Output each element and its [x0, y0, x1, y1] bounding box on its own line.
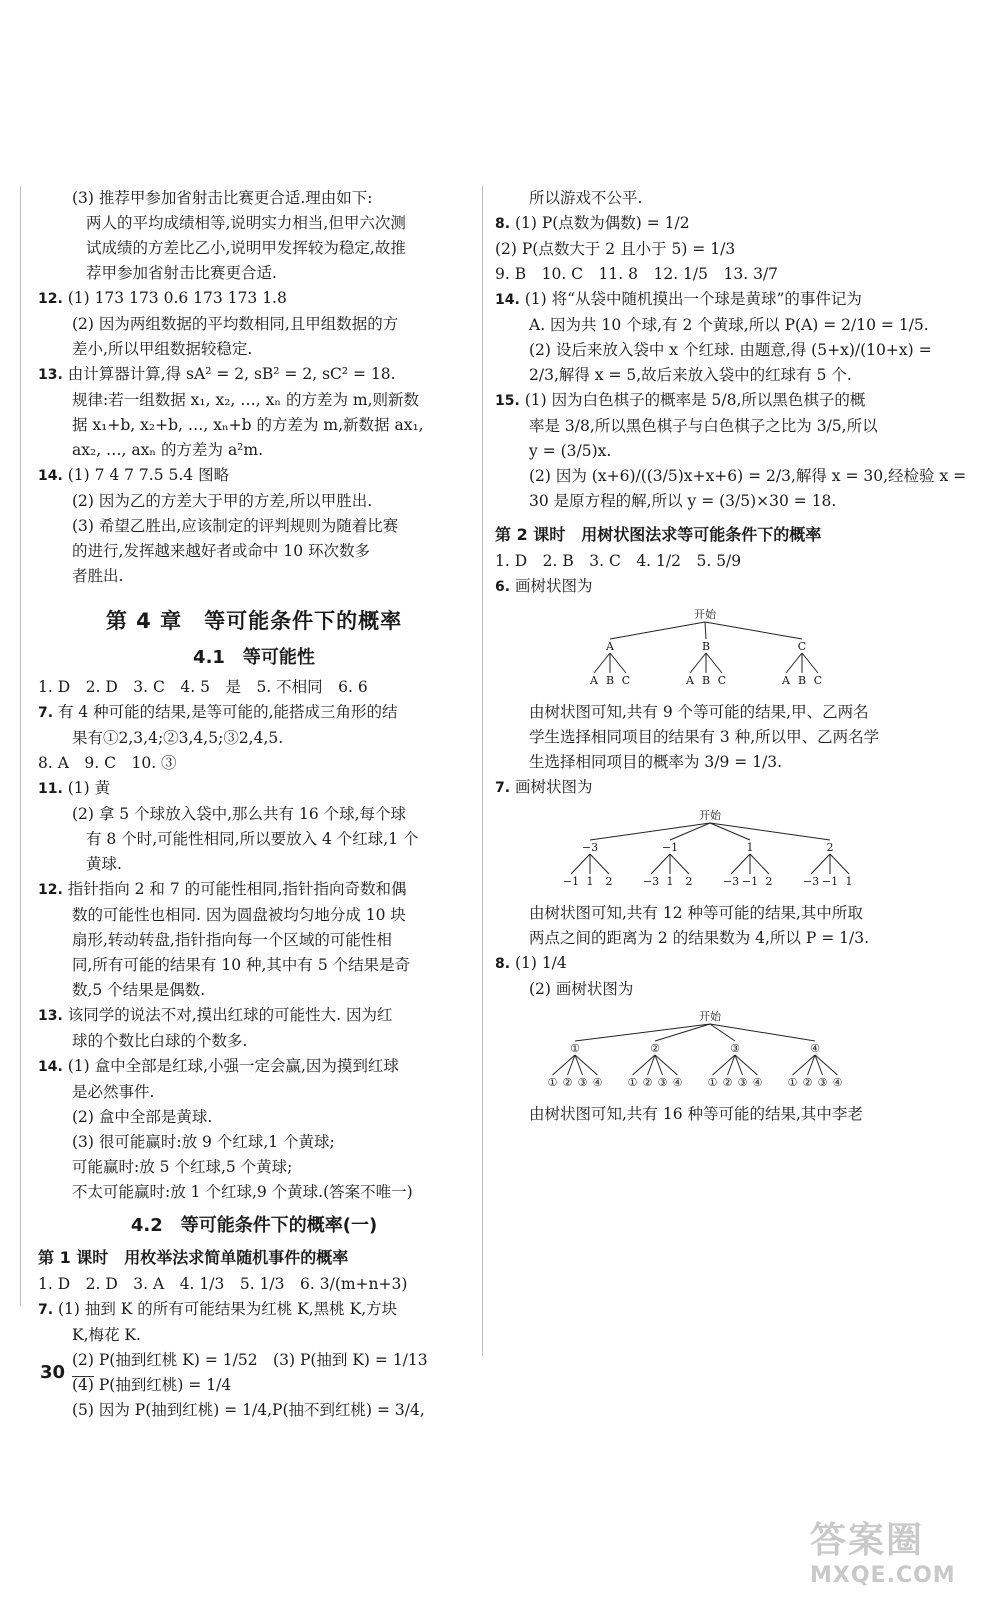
- answers-block-lesson-1: [38, 1272, 470, 1423]
- answers-block-4-1: [38, 675, 470, 1205]
- answer-line: [495, 549, 925, 574]
- answer-line: [38, 1003, 470, 1029]
- tree-node: −1: [661, 841, 679, 854]
- tree-leaf: −1: [562, 875, 580, 888]
- answer-line: [38, 236, 470, 261]
- answers-block-top: [38, 186, 470, 589]
- answer-text: 者胜出.: [72, 567, 124, 585]
- answer-text: 两点之间的距离为 2 的结果数为 4,所以 P = 1/3.: [529, 929, 870, 947]
- answer-line: [495, 388, 925, 414]
- tree-branch: [590, 823, 710, 840]
- chapter-title: 第 4 章 等可能条件下的概率: [105, 609, 403, 633]
- tree-root: 开始: [699, 809, 721, 822]
- tree-branch: [590, 854, 609, 874]
- tree-branch: [705, 622, 802, 639]
- tree-branch: [802, 653, 818, 673]
- answer-text: 可能赢时:放 5 个红球,5 个黄球;: [72, 1158, 293, 1176]
- question-number: 7.: [38, 705, 58, 721]
- column-divider: [482, 186, 483, 1356]
- answer-text: (1) 盒中全部是红球,小强一定会赢,因为摸到红球: [67, 1057, 399, 1075]
- tree-branch: [731, 854, 750, 874]
- answer-line: [38, 261, 470, 286]
- answer-line: [495, 1102, 925, 1127]
- answer-text: ax₂, …, axₙ 的方差为 a²m.: [72, 441, 264, 459]
- question-number: 14.: [38, 1059, 68, 1075]
- question-number: 14.: [38, 468, 68, 484]
- answer-line: [38, 489, 470, 514]
- tree-node: C: [797, 640, 807, 653]
- tree-leaf: ①: [787, 1076, 798, 1089]
- answer-line: [38, 776, 470, 802]
- answer-text: 该同学的说法不对,摸出红球的可能性大. 因为红: [67, 1006, 393, 1024]
- question-number: 14.: [495, 292, 525, 308]
- tree-leaf: ①: [547, 1076, 558, 1089]
- answer-line: [38, 852, 470, 877]
- answer-line: [495, 775, 925, 801]
- answer-text: 1. D 2. B 3. C 4. 1/2 5. 5/9: [495, 552, 742, 570]
- answer-line: [495, 700, 925, 725]
- answer-text: 数的可能性也相同. 因为圆盘被均匀地分成 10 块: [72, 906, 406, 924]
- answers-block-lesson-2a: [495, 549, 925, 600]
- answer-line: [38, 362, 470, 388]
- answer-line: [38, 286, 470, 312]
- tree-branch: [705, 622, 706, 639]
- answer-text: 2/3,解得 x = 5,故后来放入袋中的红球有 5 个.: [529, 366, 852, 384]
- tree-branch: [786, 653, 802, 673]
- tree-branch: [811, 854, 830, 874]
- tree-leaf: A: [782, 674, 790, 687]
- answer-line: [38, 1398, 470, 1423]
- answer-line: [38, 438, 470, 463]
- page-number-rule: [72, 1376, 94, 1377]
- tree-leaf: 1: [586, 875, 594, 888]
- answer-line: [38, 564, 470, 589]
- tree-branch: [710, 1024, 815, 1041]
- answer-text: 学生选择相同项目的结果有 3 种,所以甲、乙两名学: [529, 728, 880, 746]
- tree-leaf: C: [813, 674, 823, 687]
- answer-line: [495, 439, 925, 464]
- answer-text: (3) 希望乙胜出,应该制定的评判规则为随着比赛: [72, 517, 399, 535]
- answer-text: 画树状图为: [514, 778, 593, 796]
- tree-root: 开始: [699, 1010, 721, 1023]
- answer-text: (2) P(点数大于 2 且小于 5) = 1/3: [495, 240, 736, 258]
- answer-text: 画树状图为: [514, 577, 593, 595]
- tree-leaf: −3: [642, 875, 660, 888]
- tree-leaf: ②: [642, 1076, 653, 1089]
- answer-line: [38, 1105, 470, 1130]
- tree-leaf: 2: [685, 875, 693, 888]
- answer-text: (1) 抽到 K 的所有可能结果为红桃 K,黑桃 K,方块: [57, 1300, 398, 1318]
- answer-line: [38, 413, 470, 438]
- answer-text: (2) 因为乙的方差大于甲的方差,所以甲胜出.: [72, 492, 373, 510]
- answer-text: (1) P(点数为偶数) = 1/2: [514, 214, 690, 232]
- section-title-4-2: 4.2 等可能条件下的概率(一): [130, 1215, 378, 1236]
- answer-line: [495, 313, 929, 338]
- question-number: 12.: [38, 882, 68, 898]
- tree-leaf: ①: [707, 1076, 718, 1089]
- tree-leaf: 2: [765, 875, 773, 888]
- answer-line: [38, 312, 470, 337]
- answer-text: 生选择相同项目的概率为 3/9 = 1/3.: [529, 753, 783, 771]
- watermark-site-text: MXQE.COM: [810, 1563, 956, 1588]
- tree-node: ④: [810, 1042, 820, 1055]
- answer-text: (2) 拿 5 个球放入袋中,那么共有 16 个球,每个球: [72, 805, 407, 823]
- tree-branch: [651, 854, 670, 874]
- tree-node: −3: [581, 841, 599, 854]
- lesson-title-1: 第 1 课时 用枚举法求简单随机事件的概率: [38, 1248, 349, 1267]
- tree-diagram-q7: [495, 807, 895, 895]
- answer-line: [38, 827, 470, 852]
- answer-text: (4) P(抽到红桃) = 1/4: [72, 1376, 232, 1394]
- answer-line: [38, 463, 470, 489]
- tree-leaf: −1: [741, 875, 759, 888]
- answer-line: [38, 700, 470, 726]
- answer-line: [495, 237, 925, 262]
- tree-leaf: ③: [737, 1076, 748, 1089]
- tree-leaf: ④: [672, 1076, 683, 1089]
- tree-branch: [750, 854, 769, 874]
- answer-line: [38, 1180, 470, 1205]
- answer-text: 9. B 10. C 11. 8 12. 1/5 13. 3/7: [495, 265, 779, 283]
- answers-block-lesson-2b: [495, 700, 925, 801]
- tree-diagram-q8: [495, 1008, 895, 1096]
- tree-leaf: 2: [605, 875, 613, 888]
- lesson-title-2: 第 2 课时 用树状图法求等可能条件下的概率: [495, 525, 822, 544]
- answer-line: [495, 725, 925, 750]
- tree-leaf: −3: [802, 875, 820, 888]
- tree-leaf: B: [605, 674, 615, 687]
- answer-text: 1. D 2. D 3. C 4. 5 是 5. 不相同 6. 6: [38, 678, 368, 696]
- answer-line: [495, 186, 925, 211]
- tree-node: ③: [730, 1042, 740, 1055]
- watermark-logo: [810, 1512, 980, 1590]
- answer-text: 不太可能赢时:放 1 个红球,9 个黄球.(答案不唯一): [72, 1183, 413, 1201]
- answer-line: [38, 337, 470, 362]
- answer-text: 球的个数比白球的个数多.: [72, 1032, 248, 1050]
- answer-text: 由树状图可知,共有 12 种等可能的结果,其中所取: [529, 904, 863, 922]
- answer-text: (2) 设后来放入袋中 x 个红球. 由题意,得 (5+x)/(10+x) =: [529, 341, 932, 359]
- answer-line: [495, 363, 925, 388]
- question-number: 6.: [495, 579, 515, 595]
- answer-text: 是必然事件.: [72, 1083, 155, 1101]
- answer-line: [38, 186, 470, 211]
- answer-line: [38, 1130, 470, 1155]
- tree-leaf: A: [590, 674, 598, 687]
- answer-text: 果有①2,3,4;②3,4,5;③2,4,5.: [72, 729, 284, 747]
- answer-line: [495, 489, 925, 514]
- question-number: 15.: [495, 393, 525, 409]
- answer-line: [38, 903, 470, 928]
- tree-diagram-q6: [495, 606, 895, 694]
- answer-line: [38, 1155, 470, 1180]
- answer-line: [495, 977, 925, 1002]
- tree-branch: [710, 1024, 735, 1041]
- tree-branch: [610, 622, 705, 639]
- answer-text: 由树状图可知,共有 9 个等可能的结果,甲、乙两名: [529, 703, 869, 721]
- answer-text: 率是 3/8,所以黑色棋子与白色棋子之比为 3/5,所以: [529, 417, 878, 435]
- answer-text: (1) 将“从袋中随机摸出一个球是黄球”的事件记为: [524, 290, 862, 308]
- question-number: 8.: [495, 956, 515, 972]
- tree-leaf: −1: [821, 875, 839, 888]
- answer-line: [38, 1373, 470, 1398]
- answer-text: 规律:若一组数据 x₁, x₂, …, xₙ 的方差为 m,则新数: [72, 391, 420, 409]
- tree-leaf: ①: [627, 1076, 638, 1089]
- answer-text: (1) 1/4: [514, 954, 567, 972]
- answer-text: 有 4 种可能的结果,是等可能的,能搭成三角形的结: [57, 703, 398, 721]
- tree-branch: [655, 1024, 710, 1041]
- answer-text: 黄球.: [86, 855, 122, 873]
- page-number: 30: [40, 1362, 66, 1383]
- answer-line: [38, 877, 470, 903]
- answer-text: 有 8 个时,可能性相同,所以要放入 4 个红球,1 个: [86, 830, 419, 848]
- answer-line: [495, 338, 932, 363]
- answer-line: [38, 211, 470, 236]
- answer-line: [38, 751, 470, 776]
- tree-leaf: 1: [845, 875, 853, 888]
- tree-branch: [710, 823, 830, 840]
- answer-line: [38, 978, 470, 1003]
- answer-line: [495, 951, 925, 977]
- question-number: 12.: [38, 291, 68, 307]
- right-column: [495, 186, 967, 1127]
- answer-text: 30 是原方程的解,所以 y = (3/5)×30 = 18.: [529, 492, 837, 510]
- answer-line: [38, 1323, 470, 1348]
- left-column: [38, 186, 470, 1423]
- answer-text: 据 x₁+b, x₂+b, …, xₙ+b 的方差为 m,新数据 ax₁,: [72, 416, 424, 434]
- tree-leaf: C: [717, 674, 727, 687]
- answer-text: A. 因为共 10 个球,有 2 个黄球,所以 P(A) = 2/10 = 1/5.: [529, 316, 929, 334]
- answer-text: 的进行,发挥越来越好者或命中 10 环次数多: [72, 542, 371, 560]
- answer-line: [38, 1080, 470, 1105]
- answer-text: y = (3/5)x.: [529, 442, 612, 460]
- question-number: 7.: [495, 780, 515, 796]
- answer-line: [38, 1054, 470, 1080]
- answer-line: [38, 1348, 470, 1373]
- answer-text: 数,5 个结果是偶数.: [72, 981, 206, 999]
- answer-line: [38, 726, 470, 751]
- tree-leaf: 1: [666, 875, 674, 888]
- answer-line: [38, 953, 470, 978]
- tree-leaf: ②: [722, 1076, 733, 1089]
- tree-leaf: ②: [562, 1076, 573, 1089]
- answer-text: 8. A 9. C 10. ③: [38, 754, 177, 772]
- tree-leaf: B: [701, 674, 711, 687]
- question-number: 13.: [38, 1008, 68, 1024]
- question-number: 11.: [38, 781, 68, 797]
- answer-line: [38, 675, 470, 700]
- tree-node: 2: [826, 841, 834, 854]
- answer-text: 同,所有可能的结果有 10 种,其中有 5 个结果是奇: [72, 956, 411, 974]
- answer-line: [495, 287, 925, 313]
- question-number: 8.: [495, 216, 515, 232]
- answer-line: [495, 464, 967, 489]
- tree-leaf: ②: [802, 1076, 813, 1089]
- tree-node: A: [606, 640, 614, 653]
- tree-leaf: ④: [832, 1076, 843, 1089]
- answer-line: [495, 211, 925, 237]
- question-number: 7.: [38, 1302, 58, 1318]
- answer-line: [495, 414, 925, 439]
- answers-block-lesson-2c: [495, 901, 925, 1002]
- answer-line: [38, 514, 470, 539]
- tree-node: ①: [570, 1042, 580, 1055]
- tree-leaf: B: [797, 674, 807, 687]
- answer-text: 扇形,转动转盘,指针指向每一个区域的可能性相: [72, 931, 392, 949]
- answer-text: (2) 盒中全部是黄球.: [72, 1108, 213, 1126]
- tree-leaf: ④: [592, 1076, 603, 1089]
- watermark-logo-text: 答案圈: [810, 1520, 925, 1561]
- answer-text: 试成绩的方差比乙小,说明甲发挥较为稳定,故推: [86, 239, 406, 257]
- tree-branch: [670, 854, 689, 874]
- answer-text: 所以游戏不公平.: [529, 189, 643, 207]
- answer-text: 差小,所以甲组数据较稳定.: [72, 340, 253, 358]
- answer-text: (2) 因为 (x+6)/((3/5)x+x+6) = 2/3,解得 x = 30,经检验 x =: [529, 467, 967, 485]
- tree-branch: [830, 854, 849, 874]
- answer-text: (3) 很可能赢时:放 9 个红球,1 个黄球;: [72, 1133, 335, 1151]
- answer-text: 1. D 2. D 3. A 4. 1/3 5. 1/3 6. 3/(m+n+3): [38, 1275, 408, 1293]
- tree-leaf: ③: [817, 1076, 828, 1089]
- answer-line: [38, 388, 470, 413]
- tree-leaf: ③: [657, 1076, 668, 1089]
- tree-node: 1: [746, 841, 754, 854]
- answer-line: [38, 928, 470, 953]
- answer-text: (1) 173 173 0.6 173 173 1.8: [67, 289, 287, 307]
- answer-line: [495, 750, 925, 775]
- tree-leaf: −3: [722, 875, 740, 888]
- answer-text: 由树状图可知,共有 16 种等可能的结果,其中李老: [529, 1105, 863, 1123]
- answer-text: (2) 因为两组数据的平均数相同,且甲组数据的方: [72, 315, 399, 333]
- answer-text: 荐甲参加省射击比赛更合适.: [86, 264, 277, 282]
- tree-branch: [594, 653, 610, 673]
- tree-leaf: ④: [752, 1076, 763, 1089]
- tree-leaf: ③: [577, 1076, 588, 1089]
- tree-branch: [575, 1024, 710, 1041]
- answer-line: [38, 1272, 470, 1297]
- margin-rule: [20, 186, 21, 1306]
- answer-line: [495, 901, 925, 926]
- tree-leaf: A: [686, 674, 694, 687]
- answer-line: [495, 262, 925, 287]
- answer-line: [495, 574, 925, 600]
- answer-text: (1) 因为白色棋子的概率是 5/8,所以黑色棋子的概: [524, 391, 866, 409]
- answer-line: [38, 1297, 470, 1323]
- answer-line: [38, 1029, 470, 1054]
- answers-block-right-top: [495, 186, 967, 514]
- question-number: 13.: [38, 367, 68, 383]
- answer-line: [38, 802, 470, 827]
- section-title-4-1: 4.1 等可能性: [193, 647, 315, 668]
- tree-branch: [610, 653, 626, 673]
- answer-text: (5) 因为 P(抽到红桃) = 1/4,P(抽不到红桃) = 3/4,: [72, 1401, 425, 1419]
- answer-text: K,梅花 K.: [72, 1326, 141, 1344]
- answers-block-lesson-2d: [495, 1102, 925, 1127]
- tree-node: ②: [650, 1042, 660, 1055]
- tree-leaf: C: [621, 674, 631, 687]
- answer-text: (1) 7 4 7 7.5 5.4 图略: [67, 466, 230, 484]
- answer-text: 由计算器计算,得 sA² = 2, sB² = 2, sC² = 18.: [67, 365, 396, 383]
- tree-root: 开始: [694, 608, 716, 621]
- tree-branch: [706, 653, 722, 673]
- answer-text: 两人的平均成绩相等,说明实力相当,但甲六次测: [86, 214, 406, 232]
- answer-line: [38, 539, 470, 564]
- tree-node: B: [701, 640, 711, 653]
- answer-text: 指针指向 2 和 7 的可能性相同,指针指向奇数和偶: [67, 880, 407, 898]
- tree-branch: [690, 653, 706, 673]
- tree-branch: [571, 854, 590, 874]
- answer-text: (2) P(抽到红桃 K) = 1/52 (3) P(抽到 K) = 1/13: [72, 1351, 428, 1369]
- answer-line: [495, 926, 925, 951]
- answer-text: (2) 画树状图为: [529, 980, 634, 998]
- answer-text: (1) 黄: [67, 779, 111, 797]
- answer-text: (3) 推荐甲参加省射击比赛更合适.理由如下:: [72, 189, 373, 207]
